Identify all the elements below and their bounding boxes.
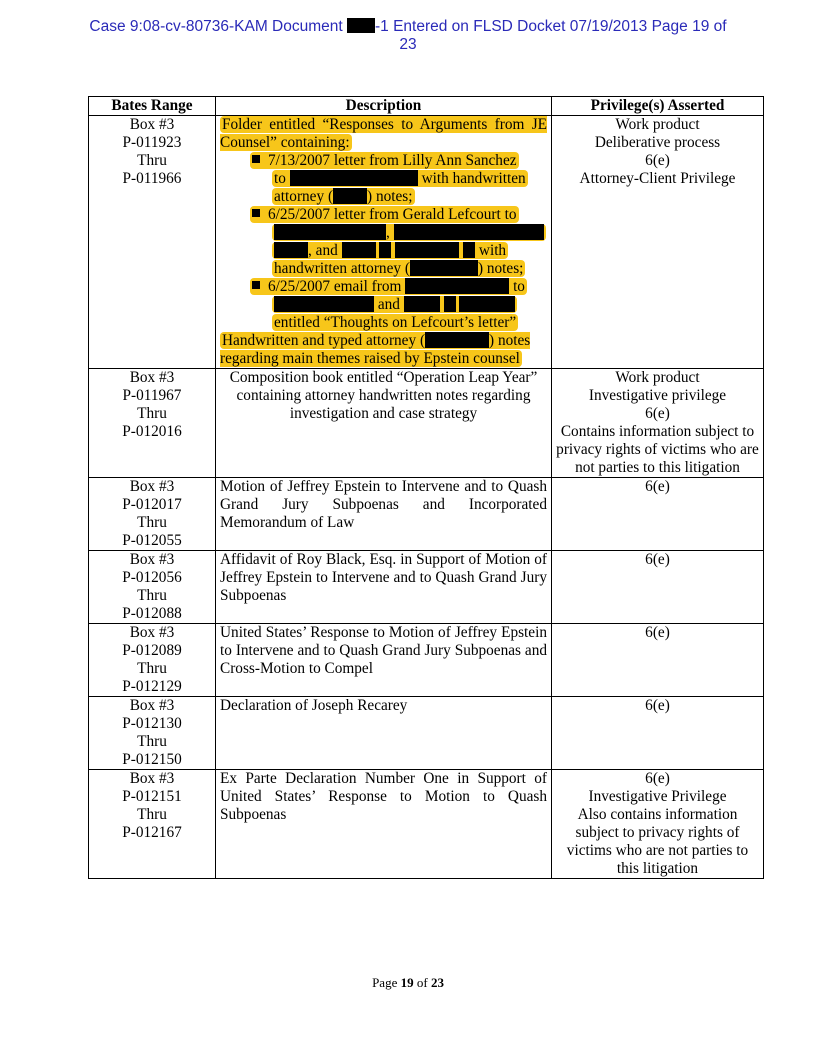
bates-cell: Box #3 P-011923 Thru P-011966 [89,116,216,369]
col-header-description: Description [216,97,552,116]
privilege-cell: 6(e) [552,624,764,697]
description-cell: Declaration of Joseph Recarey [216,697,552,770]
redaction-block [333,188,367,204]
list-item: 6/25/2007 email from to and entitled “Thoughts on Lefcourt’s letter” [250,278,547,332]
bullet-icon [252,281,260,289]
redaction-block [342,242,376,258]
redaction-block [404,296,440,312]
privilege-cell: 6(e) [552,478,764,551]
description-cell: United States’ Response to Motion of Jeffrey Epstein to Intervene and to Quash Grand Jury Subpoenas and Cross-Motion to Compel [216,624,552,697]
bates-cell: Box #3 P-012151 Thru P-012167 [89,770,216,879]
description-cell: Motion of Jeffrey Epstein to Intervene and to Quash Grand Jury Subpoenas and Incorporated Memorandum of Law [216,478,552,551]
redaction-block [459,296,515,312]
redaction-block [274,224,386,240]
table-row [89,624,764,697]
table-row [89,697,764,770]
redaction-block [425,332,489,348]
redaction-block [410,260,478,276]
privilege-cell: 6(e) [552,551,764,624]
total-pages-number: 23 [430,975,444,990]
col-header-bates: Bates Range [89,97,216,116]
privilege-cell: Work product Deliberative process 6(e) Attorney-Client Privilege [552,116,764,369]
bullet-list [220,152,547,332]
description-cell: Ex Parte Declaration Number One in Support of United States’ Response to Motion to Quash Subpoenas [216,770,552,879]
redaction-block [444,296,456,312]
privilege-cell: 6(e) [552,697,764,770]
table-row [89,116,764,369]
description-cell: Composition book entitled “Operation Leap Year” containing attorney handwritten notes regarding investigation and case strategy [216,369,552,478]
page-footer: Page 19 of 23 [372,975,444,990]
bates-cell: Box #3 P-012056 Thru P-012088 [89,551,216,624]
list-item: 6/25/2007 letter from Gerald Lefcourt to , , and with handwritten attorney ( ) notes; [250,206,547,278]
table-header-row [89,97,764,116]
bates-cell: Box #3 P-012089 Thru P-012129 [89,624,216,697]
privilege-log-table [88,96,764,879]
redaction-block [347,18,375,33]
redaction-block [394,224,544,240]
bullet-icon [252,155,260,163]
redaction-block [274,242,308,258]
header-total-pages: 23 [399,36,417,53]
table-row [89,770,764,879]
table-row [89,369,764,478]
redaction-block [290,170,418,186]
bates-cell: Box #3 P-012130 Thru P-012150 [89,697,216,770]
description-cell: Folder entitled “Responses to Arguments from JE Counsel” containing: 7/13/2007 letter from Lilly Ann Sanchez to with handwritten attorney ( ) notes; 6/25/2007 letter from Gerald Lefcourt to , , and with handwritten attorney ( ) notes; 6/25/2007 email from to and entitled “Thoughts on Lefcourt’s letter” Handwritten and typed attorney ( ) notes regarding main themes raised by Epstein counsel [216,116,552,369]
bates-cell: Box #3 P-012017 Thru P-012055 [89,478,216,551]
table-row [89,478,764,551]
privilege-cell: 6(e) Investigative Privilege Also contains information subject to privacy rights of victims who are not parties to this litigation [552,770,764,879]
docket-header [0,18,816,54]
header-entry-text: -1 Entered on FLSD Docket 07/19/2013 Page 19 of [375,18,727,35]
bates-cell: Box #3 P-011967 Thru P-012016 [89,369,216,478]
privilege-cell: Work product Investigative privilege 6(e) Contains information subject to privacy rights of victims who are not parties to this litigation [552,369,764,478]
redaction-block [379,242,391,258]
redaction-block [405,278,509,294]
redaction-block [274,296,374,312]
table-row [89,551,764,624]
header-case-text: Case 9:08-cv-80736-KAM Document [89,18,347,35]
highlighted-text: Folder entitled “Responses to Arguments from JE Counsel” containing: [220,116,547,151]
redaction-block [395,242,459,258]
list-item: 7/13/2007 letter from Lilly Ann Sanchez to with handwritten attorney ( ) notes; [250,152,547,206]
bullet-icon [252,209,260,217]
redaction-block [463,242,475,258]
current-page-number: 19 [400,975,414,990]
col-header-privilege: Privilege(s) Asserted [552,97,764,116]
description-cell: Affidavit of Roy Black, Esq. in Support of Motion of Jeffrey Epstein to Intervene and to Quash Grand Jury Subpoenas [216,551,552,624]
